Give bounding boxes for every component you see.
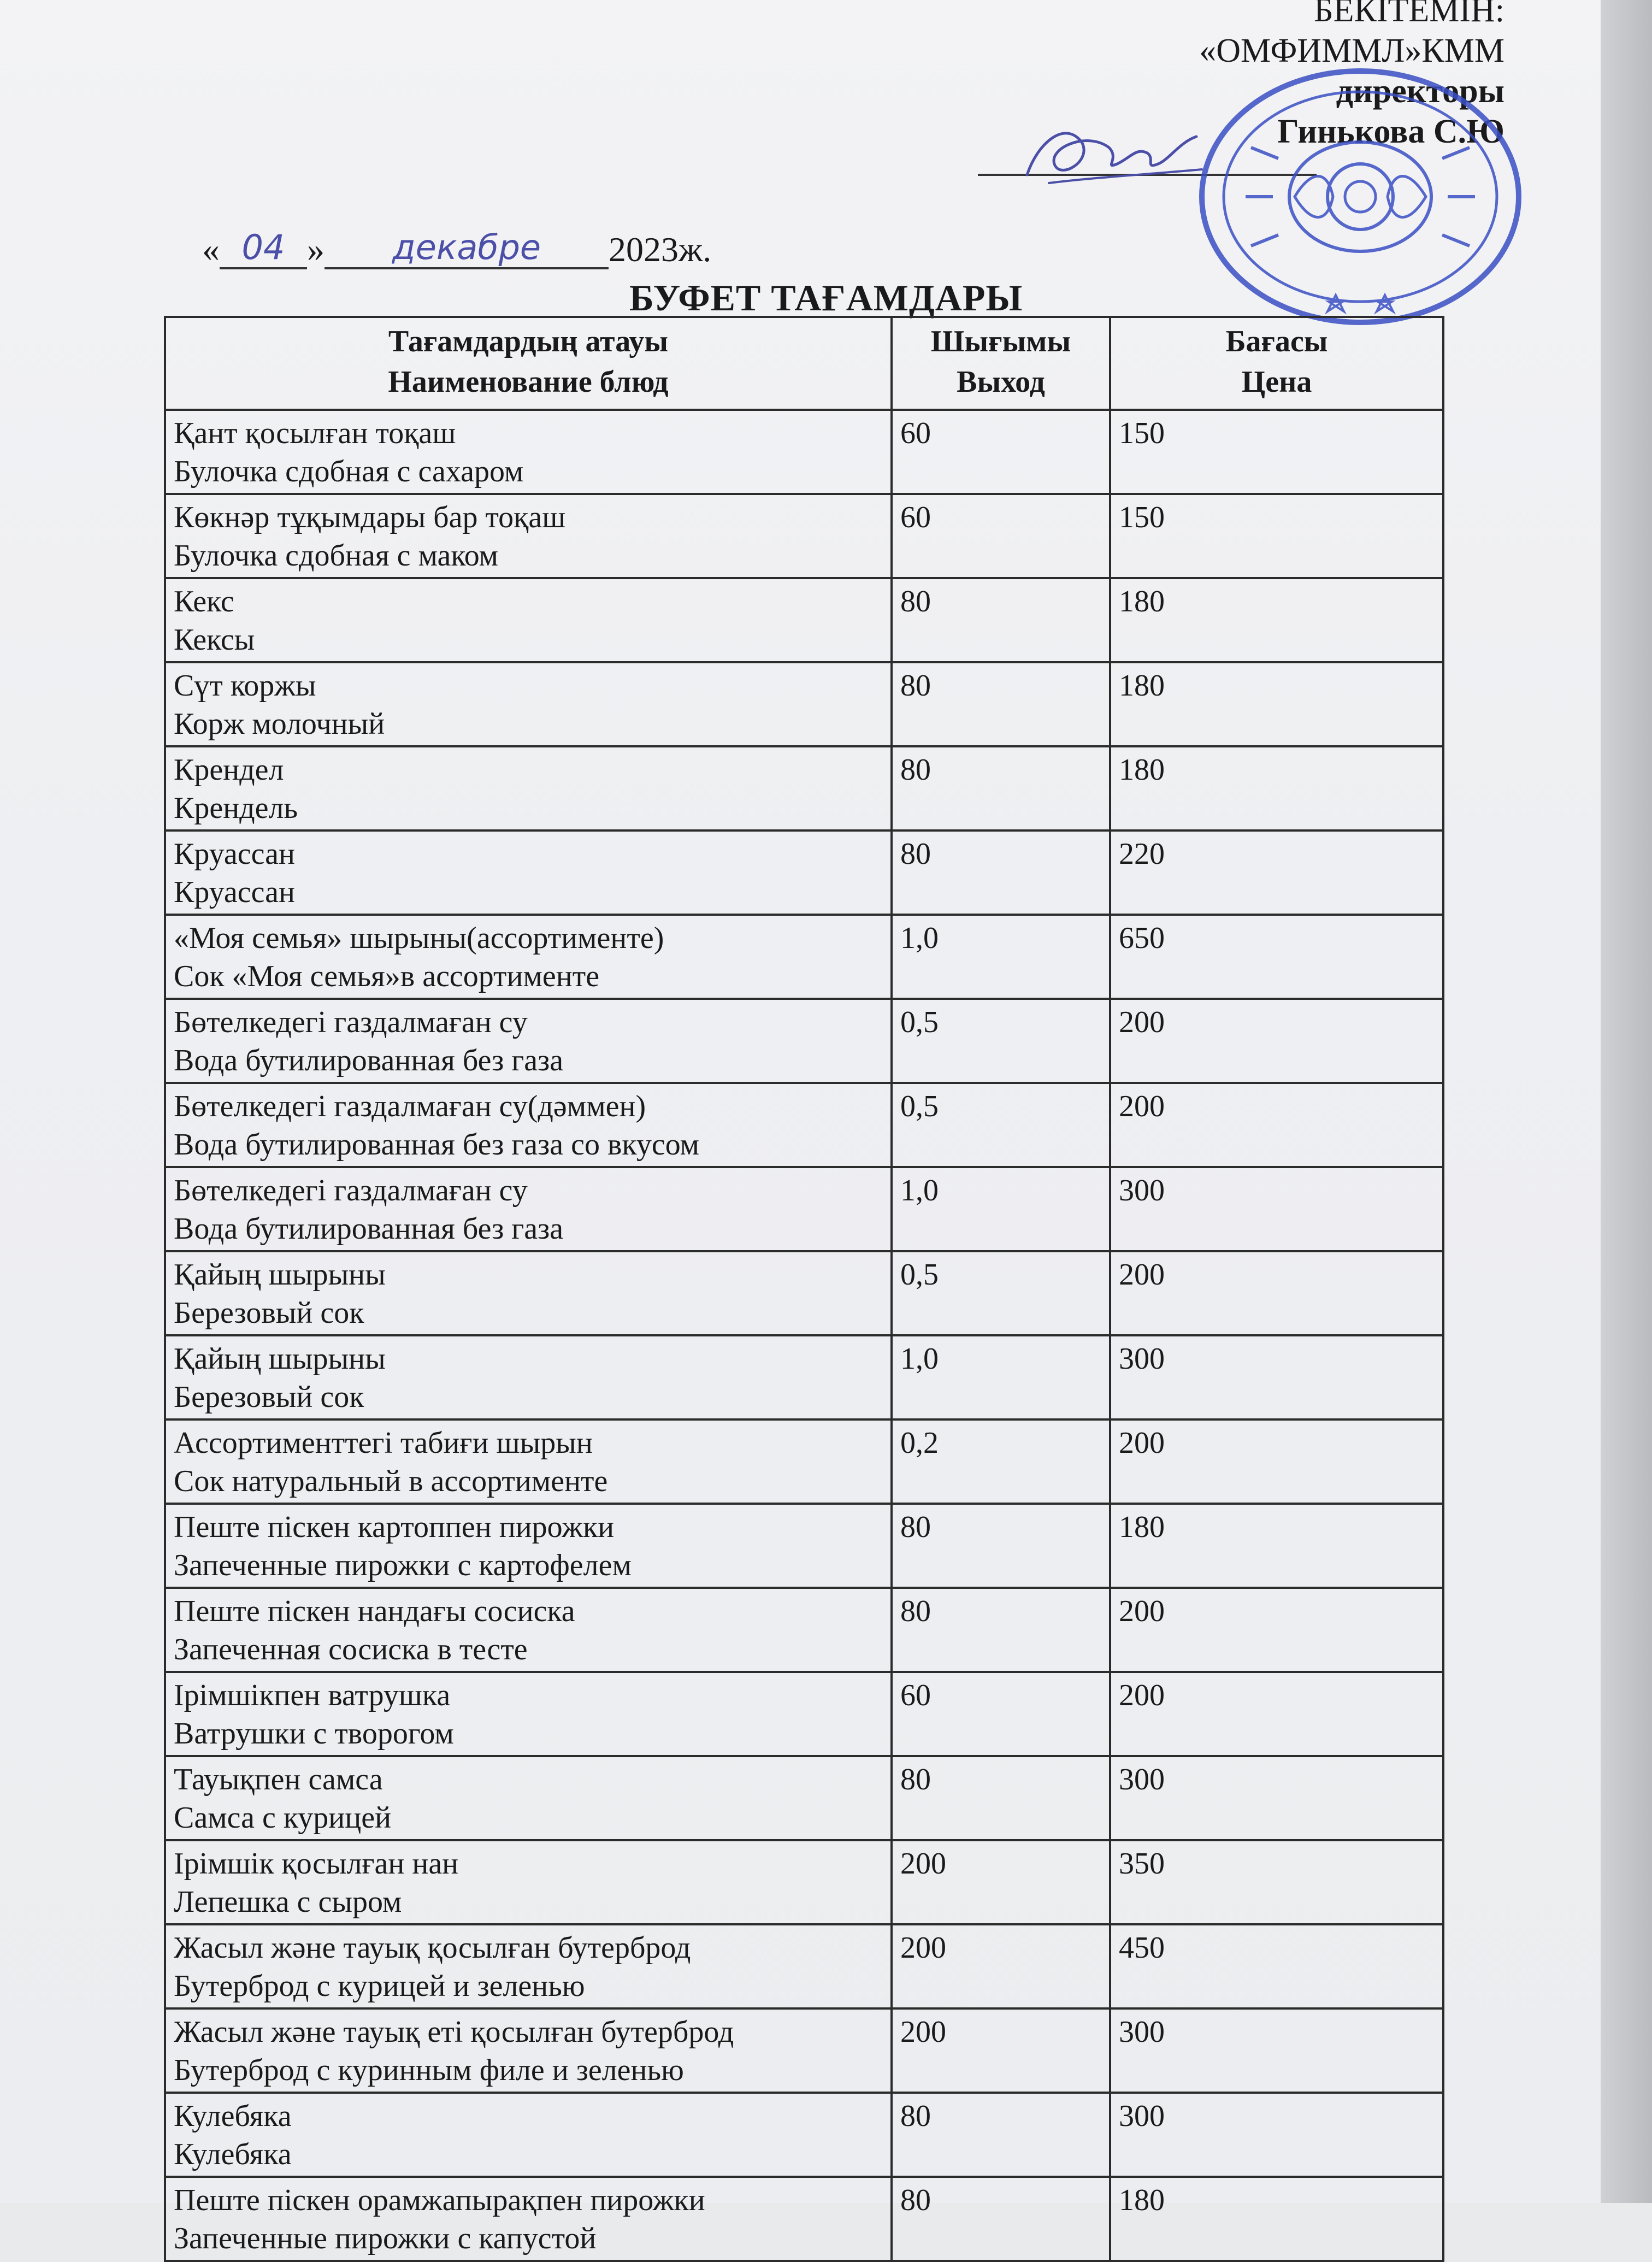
dish-yield: 80 <box>892 2093 1110 2177</box>
dish-yield: 80 <box>892 1756 1110 1840</box>
dish-name-cell <box>165 746 892 830</box>
dish-name-ru: Кулебяка <box>174 2137 292 2171</box>
header-name-ru: Наименование блюд <box>388 365 669 399</box>
dish-price: 300 <box>1110 1167 1443 1251</box>
table-row <box>165 1083 1443 1167</box>
dish-name-kk: Пеште піскен нандағы сосиска <box>174 1594 575 1628</box>
table-row <box>165 1588 1443 1672</box>
dish-name-kk: Жасыл және тауық еті қосылған бутерброд <box>174 2015 734 2049</box>
dish-name-cell <box>165 1588 892 1672</box>
dish-name-ru: Крендель <box>174 791 298 825</box>
header-yield <box>892 317 1110 410</box>
director-title: директоры <box>1336 73 1504 110</box>
menu-table <box>164 316 1444 2262</box>
dish-name-ru: Ватрушки с творогом <box>174 1717 454 1751</box>
dish-name-ru: Лепешка с сыром <box>174 1885 402 1919</box>
dish-name-kk: Ассортименттегі табиғи шырын <box>174 1426 593 1460</box>
dish-name-kk: Тауықпен самса <box>174 1763 383 1796</box>
header-name <box>165 317 892 410</box>
date-year: 2023ж. <box>609 230 712 269</box>
dish-yield: 0,2 <box>892 1419 1110 1504</box>
dish-name-kk: Крендел <box>174 753 284 787</box>
dish-name-ru: Корж молочный <box>174 707 385 741</box>
dish-name-ru: Сок натуральный в ассортименте <box>174 1464 608 1498</box>
dish-name-cell <box>165 830 892 915</box>
dish-price: 300 <box>1110 1756 1443 1840</box>
dish-yield: 1,0 <box>892 1335 1110 1419</box>
dish-name-cell <box>165 999 892 1083</box>
dish-name-cell <box>165 2093 892 2177</box>
dish-name-ru: Бутерброд с курицей и зеленью <box>174 1969 585 2003</box>
dish-name-kk: Пеште піскен картоппен пирожки <box>174 1510 615 1544</box>
header-price <box>1110 317 1443 410</box>
dish-name-ru: Бутерброд с куринным филе и зеленью <box>174 2053 684 2087</box>
dish-yield: 200 <box>892 1840 1110 1924</box>
table-row <box>165 662 1443 746</box>
dish-name-kk: Ірімшікпен ватрушка <box>174 1678 451 1712</box>
dish-yield: 1,0 <box>892 915 1110 999</box>
dish-price: 220 <box>1110 830 1443 915</box>
dish-name-ru: Вода бутилированная без газа со вкусом <box>174 1128 700 1162</box>
dish-name-cell <box>165 1419 892 1504</box>
table-row <box>165 494 1443 578</box>
dish-yield: 80 <box>892 662 1110 746</box>
dish-name-kk: Круассан <box>174 837 295 871</box>
dish-yield: 60 <box>892 494 1110 578</box>
dish-yield: 0,5 <box>892 1083 1110 1167</box>
dish-name-ru: Вода бутилированная без газа <box>174 1044 564 1077</box>
dish-name-kk: Кулебяка <box>174 2099 292 2133</box>
table-row <box>165 1167 1443 1251</box>
dish-name-cell <box>165 1167 892 1251</box>
dish-name-cell <box>165 1504 892 1588</box>
dish-price: 180 <box>1110 578 1443 662</box>
table-row <box>165 830 1443 915</box>
dish-price: 200 <box>1110 999 1443 1083</box>
open-quote: « <box>202 230 220 269</box>
dish-name-kk: Бөтелкедегі газдалмаған су <box>174 1174 528 1207</box>
dish-name-cell <box>165 1672 892 1756</box>
dish-price: 200 <box>1110 1419 1443 1504</box>
header-name-kk: Тағамдардың атауы <box>388 325 669 358</box>
close-quote: » <box>307 230 324 269</box>
dish-yield: 0,5 <box>892 1251 1110 1335</box>
dish-yield: 80 <box>892 578 1110 662</box>
dish-name-cell <box>165 1924 892 2008</box>
dish-yield: 0,5 <box>892 999 1110 1083</box>
dish-price: 180 <box>1110 1504 1443 1588</box>
dish-name-kk: Кекс <box>174 585 234 618</box>
dish-price: 180 <box>1110 662 1443 746</box>
dish-yield: 80 <box>892 1504 1110 1588</box>
dish-name-kk: Бөтелкедегі газдалмаған су <box>174 1005 528 1039</box>
approval-heading: БЕКІТЕМІН: <box>1314 0 1504 29</box>
table-row <box>165 1335 1443 1419</box>
dish-name-cell <box>165 494 892 578</box>
table-row <box>165 1504 1443 1588</box>
dish-name-kk: Қайың шырыны <box>174 1342 386 1376</box>
table-body <box>165 410 1443 2261</box>
dish-name-kk: Қайың шырыны <box>174 1258 386 1292</box>
dish-name-cell <box>165 2177 892 2261</box>
dish-name-ru: Запеченная сосиска в тесте <box>174 1633 528 1666</box>
dish-yield: 200 <box>892 1924 1110 2008</box>
dish-price: 650 <box>1110 915 1443 999</box>
dish-price: 180 <box>1110 2177 1443 2261</box>
table-row <box>165 2093 1443 2177</box>
dish-name-kk: Ірімшік қосылған нан <box>174 1847 459 1881</box>
header-price-kk: Бағасы <box>1225 325 1328 358</box>
dish-name-kk: Бөтелкедегі газдалмаған су(дәммен) <box>174 1089 646 1123</box>
organization-name: «ОМФИММЛ»КММ <box>1199 32 1504 69</box>
table-row <box>165 999 1443 1083</box>
table-row <box>165 1756 1443 1840</box>
dish-name-ru: Березовый сок <box>174 1380 364 1414</box>
date-line <box>202 229 711 272</box>
dish-price: 450 <box>1110 1924 1443 2008</box>
dish-name-kk: Сүт коржы <box>174 669 316 703</box>
dish-name-cell <box>165 662 892 746</box>
table-row <box>165 1840 1443 1924</box>
dish-price: 300 <box>1110 2093 1443 2177</box>
header-yield-ru: Выход <box>957 365 1045 399</box>
dish-name-kk: Қант қосылған тоқаш <box>174 416 456 450</box>
dish-price: 200 <box>1110 1083 1443 1167</box>
dish-name-ru: Запеченные пирожки с картофелем <box>174 1548 632 1582</box>
dish-price: 300 <box>1110 2008 1443 2093</box>
dish-name-kk: Пеште піскен орамжапырақпен пирожки <box>174 2183 705 2217</box>
dish-name-cell <box>165 410 892 494</box>
dish-name-ru: Вода бутилированная без газа <box>174 1212 564 1246</box>
table-row <box>165 2008 1443 2093</box>
dish-yield: 80 <box>892 1588 1110 1672</box>
header-price-ru: Цена <box>1241 365 1312 399</box>
handwritten-signature <box>1016 109 1213 202</box>
dish-yield: 80 <box>892 746 1110 830</box>
dish-name-cell <box>165 2008 892 2093</box>
dish-price: 200 <box>1110 1672 1443 1756</box>
dish-price: 150 <box>1110 410 1443 494</box>
table-row <box>165 410 1443 494</box>
dish-yield: 200 <box>892 2008 1110 2093</box>
dish-yield: 60 <box>892 1672 1110 1756</box>
dish-price: 300 <box>1110 1335 1443 1419</box>
dish-name-ru: Березовый сок <box>174 1296 364 1330</box>
dish-name-cell <box>165 578 892 662</box>
document-title: БУФЕТ ТАҒАМДАРЫ <box>629 277 1023 319</box>
dish-name-ru: Сок «Моя семья»в ассортименте <box>174 959 600 993</box>
table-row <box>165 1924 1443 2008</box>
background-edge <box>1601 0 1652 2203</box>
dish-name-ru: Булочка сдобная с маком <box>174 539 499 573</box>
dish-yield: 60 <box>892 410 1110 494</box>
dish-price: 150 <box>1110 494 1443 578</box>
dish-name-ru: Самса с курицей <box>174 1801 392 1835</box>
table-row <box>165 2177 1443 2261</box>
dish-name-ru: Запеченные пирожки с капустой <box>174 2222 597 2255</box>
dish-yield: 80 <box>892 2177 1110 2261</box>
dish-name-cell <box>165 1756 892 1840</box>
table-row <box>165 746 1443 830</box>
dish-price: 200 <box>1110 1588 1443 1672</box>
table-row <box>165 1419 1443 1504</box>
dish-name-ru: Круассан <box>174 875 295 909</box>
dish-name-cell <box>165 1840 892 1924</box>
dish-name-ru: Булочка сдобная с сахаром <box>174 455 524 488</box>
dish-yield: 1,0 <box>892 1167 1110 1251</box>
table-row <box>165 915 1443 999</box>
date-day: 04 <box>220 227 307 269</box>
date-month: декабре <box>324 227 609 269</box>
dish-price: 350 <box>1110 1840 1443 1924</box>
dish-name-kk: «Моя семья» шырыны(ассортименте) <box>174 921 664 955</box>
header-yield-kk: Шығымы <box>930 325 1071 358</box>
director-name: Гинькова С.Ю <box>1277 113 1504 150</box>
dish-name-cell <box>165 1335 892 1419</box>
dish-name-cell <box>165 915 892 999</box>
table-row <box>165 1672 1443 1756</box>
dish-name-cell <box>165 1083 892 1167</box>
dish-name-cell <box>165 1251 892 1335</box>
table-header-row <box>165 317 1443 410</box>
dish-name-kk: Көкнәр тұқымдары бар тоқаш <box>174 500 566 534</box>
dish-price: 200 <box>1110 1251 1443 1335</box>
table-row <box>165 578 1443 662</box>
dish-name-kk: Жасыл және тауық қосылған бутерброд <box>174 1931 691 1965</box>
dish-name-ru: Кексы <box>174 623 255 657</box>
dish-yield: 80 <box>892 830 1110 915</box>
dish-price: 180 <box>1110 746 1443 830</box>
table-row <box>165 1251 1443 1335</box>
